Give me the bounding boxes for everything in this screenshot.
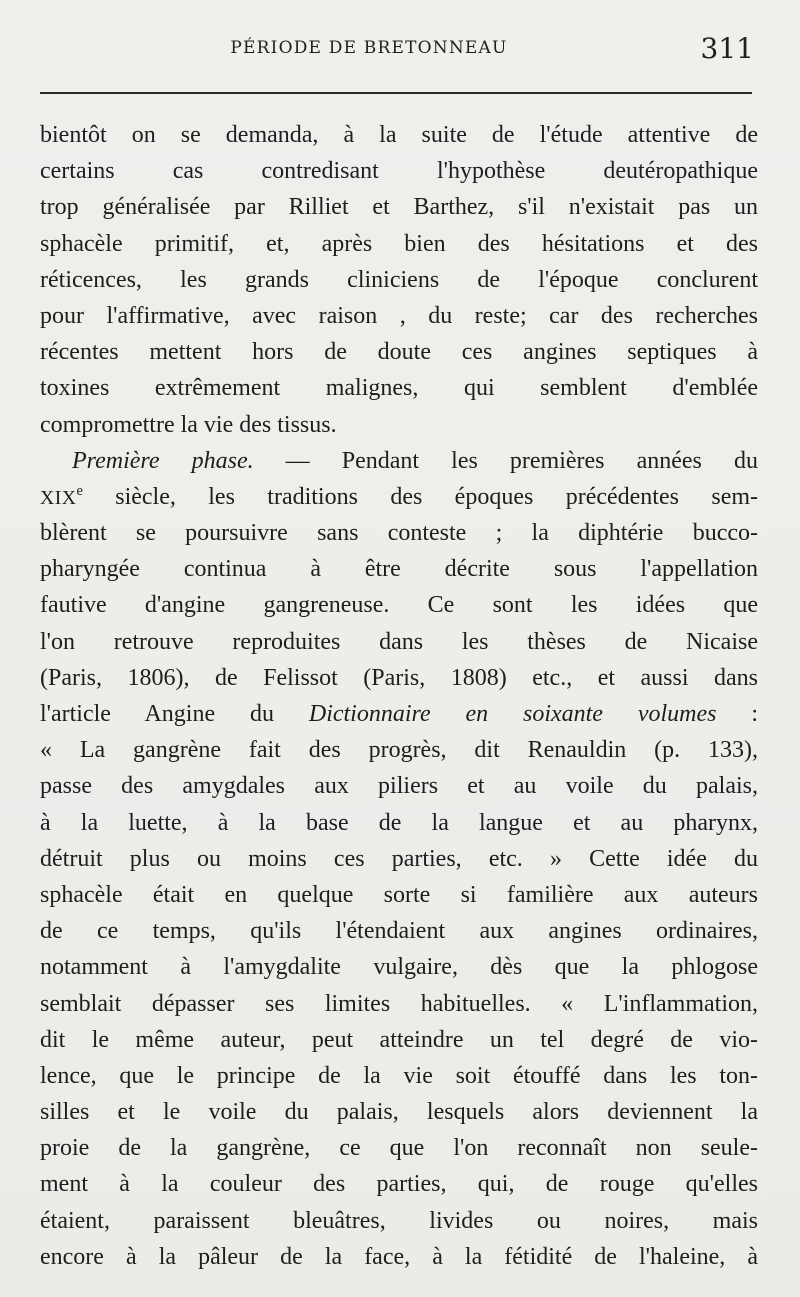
text-line: sphacèle primitif, et, après bien des hésitations et des bbox=[40, 230, 758, 257]
text-line: encore à la pâleur de la face, à la fétidité de l'haleine, à bbox=[40, 1243, 758, 1270]
text-segment: — Pendant les premières années du bbox=[253, 447, 758, 474]
text-line: (Paris, 1806), de Felissot (Paris, 1808) etc., et aussi dans bbox=[40, 664, 758, 691]
text-line: pour l'affirmative, avec raison , du reste; car des recherches bbox=[40, 302, 758, 329]
header-rule bbox=[40, 92, 752, 94]
text-line: blèrent se poursuivre sans conteste ; la diphtérie bucco- bbox=[40, 520, 758, 547]
body-text bbox=[40, 117, 758, 1275]
text-line: fautive d'angine gangreneuse. Ce sont les idées que bbox=[40, 592, 758, 619]
text-line: certains cas contredisant l'hypothèse deutéropathique bbox=[40, 158, 758, 185]
text-line: « La gangrène fait des progrès, dit Renauldin (p. 133), bbox=[40, 737, 758, 764]
text-line: dit le même auteur, peut atteindre un tel degré de vio- bbox=[40, 1026, 758, 1053]
text-line: détruit plus ou moins ces parties, etc. » Cette idée du bbox=[40, 845, 758, 872]
text-line-section-start bbox=[40, 443, 758, 479]
text-line: sphacèle était en quelque sorte si familière aux auteurs bbox=[40, 881, 758, 908]
text-line: étaient, paraissent bleuâtres, livides ou noires, mais bbox=[40, 1207, 758, 1234]
text-segment: : bbox=[716, 701, 758, 727]
text-segment: siècle, les traditions des époques précédentes sem- bbox=[82, 483, 758, 510]
text-line: réticences, les grands cliniciens de l'époque conclurent bbox=[40, 266, 758, 293]
text-line: semblait dépasser ses limites habituelles. « L'inflammation, bbox=[40, 990, 758, 1017]
text-line: l'on retrouve reproduites dans les thèses de Nicaise bbox=[40, 628, 758, 655]
text-line: récentes mettent hors de doute ces angines septiques à bbox=[40, 339, 758, 366]
text-line: trop généralisée par Rilliet et Barthez, s'il n'existait pas un bbox=[40, 194, 758, 221]
text-line-dictionary bbox=[40, 696, 758, 732]
section-heading-italic: Première phase. bbox=[72, 447, 254, 474]
page-number: 311 bbox=[700, 32, 754, 65]
century-numeral: XIX bbox=[40, 486, 77, 509]
text-line: compromettre la vie des tissus. bbox=[40, 411, 337, 438]
text-line: pharyngée continua à être décrite sous l'appellation bbox=[40, 556, 758, 583]
dictionary-title-italic: Dictionnaire en soixante volumes bbox=[308, 701, 717, 727]
running-title: PÉRIODE DE BRETONNEAU bbox=[230, 38, 508, 58]
text-line: passe des amygdales aux piliers et au voile du palais, bbox=[40, 773, 758, 800]
running-head bbox=[40, 30, 758, 70]
text-line-century bbox=[40, 479, 758, 515]
text-line: ment à la couleur des parties, qui, de rouge qu'elles bbox=[40, 1171, 758, 1198]
text-line: notamment à l'amygdalite vulgaire, dès que la phlogose bbox=[40, 954, 758, 981]
text-line: à la luette, à la base de la langue et au pharynx, bbox=[40, 809, 758, 836]
text-line: lence, que le principe de la vie soit étouffé dans les ton- bbox=[40, 1062, 758, 1089]
text-line: proie de la gangrène, ce que l'on reconnaît non seule- bbox=[40, 1135, 758, 1162]
text-segment: l'article Angine du bbox=[40, 701, 309, 727]
text-line: de ce temps, qu'ils l'étendaient aux angines ordinaires, bbox=[40, 918, 758, 945]
text-line: bientôt on se demanda, à la suite de l'étude attentive de bbox=[40, 122, 758, 148]
text-line: silles et le voile du palais, lesquels alors deviennent la bbox=[40, 1099, 758, 1126]
century-superscript: e bbox=[76, 482, 83, 499]
text-line: toxines extrêmement malignes, qui semblent d'emblée bbox=[40, 375, 758, 402]
